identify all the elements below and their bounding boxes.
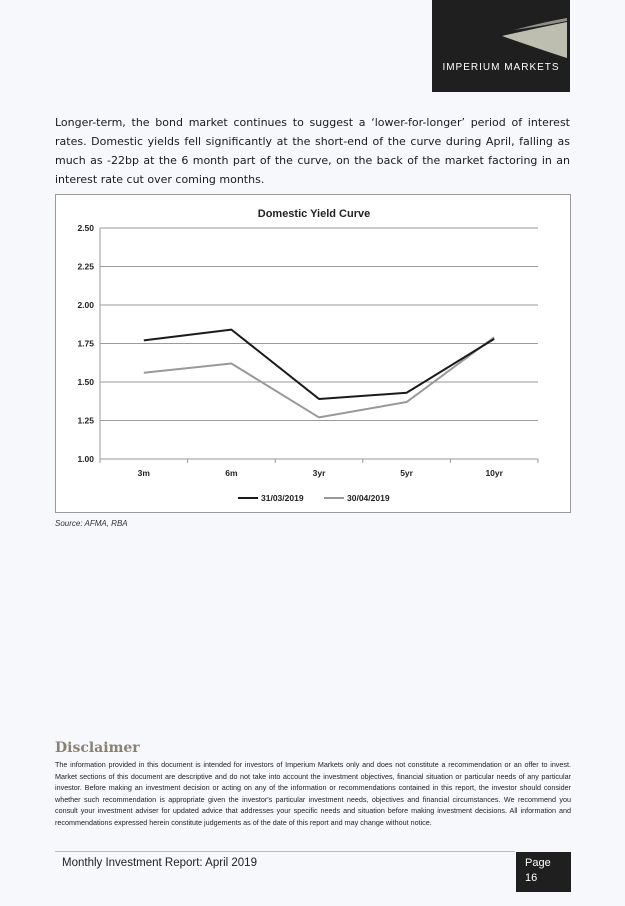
logo-wing-icon xyxy=(432,0,570,60)
x-tick-label: 10yr xyxy=(485,468,503,478)
page-label: Page xyxy=(525,857,551,869)
legend-label-2: 30/04/2019 xyxy=(347,493,390,503)
company-logo xyxy=(432,0,570,92)
chart-canvas xyxy=(56,195,572,514)
footer-report-title: Monthly Investment Report: April 2019 xyxy=(62,857,257,869)
series-line-2 xyxy=(144,337,494,417)
footer-divider xyxy=(55,851,515,852)
y-tick-label: 1.00 xyxy=(77,454,94,464)
y-tick-label: 1.50 xyxy=(77,377,94,387)
page-number-box xyxy=(516,852,571,892)
intro-paragraph: Longer-term, the bond market continues to suggest a ‘lower-for-longer’ period of interest rates. Domestic yields fell significantly at the short-end of the curve during April, falling as much as -22bp at the 6 month part of the curve, on the back of the market factoring in an interest rate cut over coming months. xyxy=(55,116,570,186)
y-tick-label: 2.25 xyxy=(77,261,94,272)
x-tick-label: 5yr xyxy=(400,468,413,478)
logo-text: IMPERIUM MARKETS xyxy=(442,62,560,73)
x-tick-label: 6m xyxy=(225,468,238,478)
chart-source: Source: AFMA, RBA xyxy=(55,519,128,528)
disclaimer-title: Disclaimer xyxy=(55,740,140,756)
y-tick-label: 1.25 xyxy=(77,415,94,426)
legend-label-1: 31/03/2019 xyxy=(261,493,304,503)
series-line-1 xyxy=(144,330,494,399)
page-number: 16 xyxy=(525,872,538,884)
disclaimer-body: The information provided in this document is intended for investors of Imperium Markets only and does not constitute a recommendation or an offer to invest. Market sections of this document are descriptive and do not take into account the investment objectives, financial situation or particular needs of any particular investor. Before making an investment decision or acting on any of the information or recommendations contained in this report, the investor should consider whether such recommendation is appropriate given the investor's particular investment needs, objectives and financial circumstances. We recommend you consult your investment adviser for updated advice that addresses your specific needs and situation before making investment decisions. All information and recommendations expressed herein constitute judgements as of the date of this report and may change without notice. xyxy=(55,760,571,827)
y-tick-label: 2.50 xyxy=(77,223,94,233)
x-tick-label: 3yr xyxy=(312,468,326,478)
y-tick-label: 2.00 xyxy=(77,300,94,310)
chart-title: Domestic Yield Curve xyxy=(257,208,371,220)
y-tick-label: 1.75 xyxy=(77,338,94,349)
yield-curve-chart xyxy=(55,194,571,513)
x-tick-label: 3m xyxy=(137,468,150,478)
